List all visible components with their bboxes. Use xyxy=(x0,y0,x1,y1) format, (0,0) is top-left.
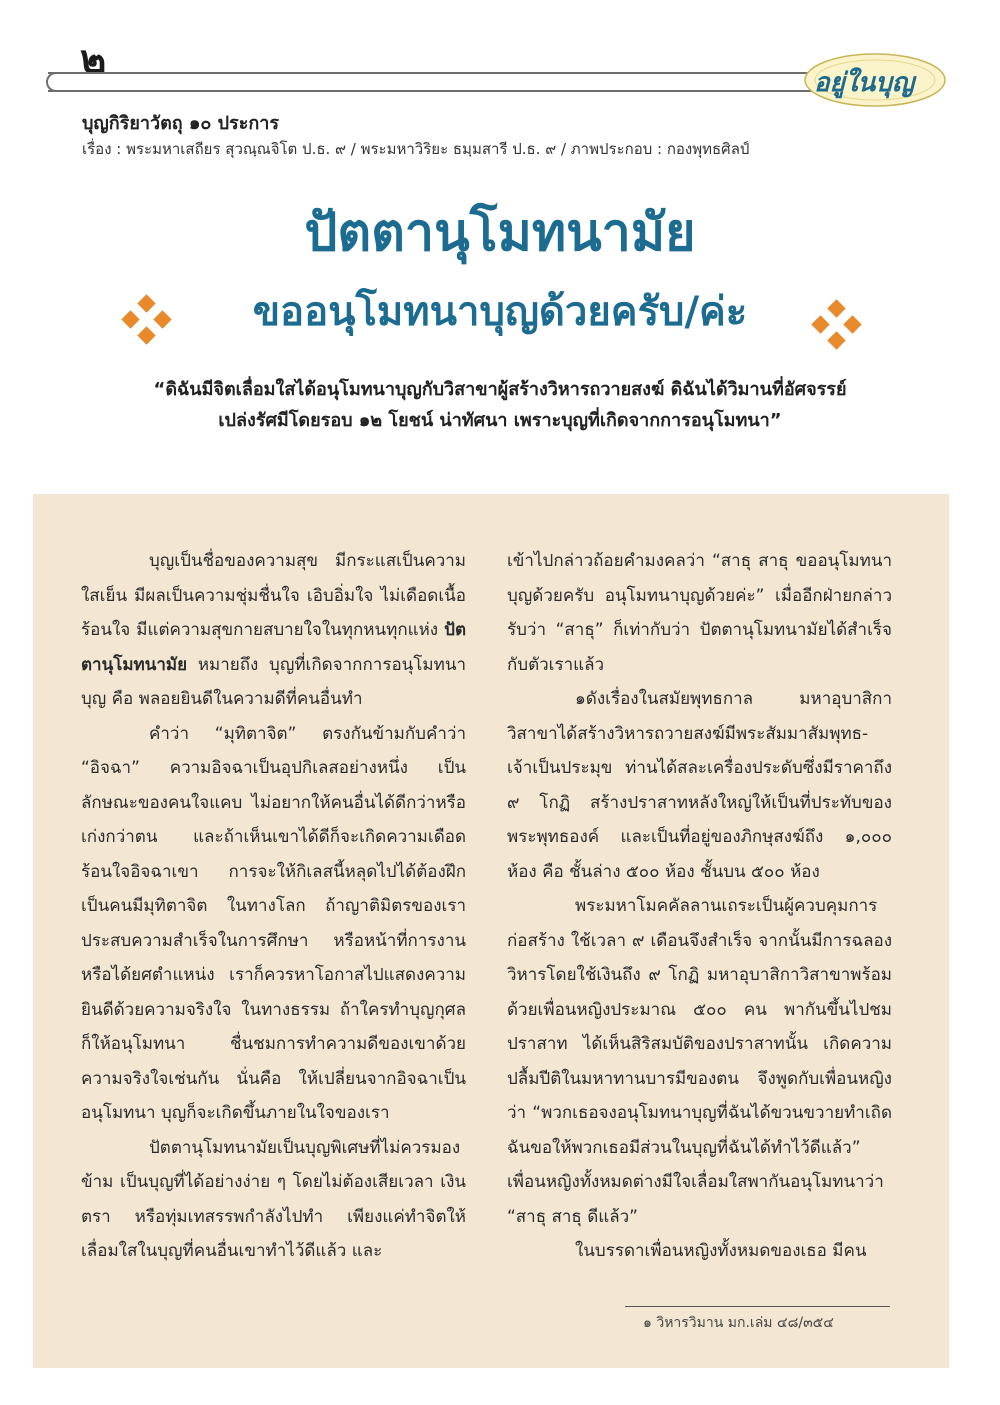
paragraph-text: หมายถึง บุญที่เกิดจากการอนุโมทนาบุญ คือ พลอยยินดีในความดีที่คนอื่นทำ xyxy=(81,654,466,709)
pull-quote-line: “ดิฉันมีจิตเลื่อมใสได้อนุโมทนาบุญกับวิสาขาผู้สร้างวิหารถวายสงฆ์ ดิฉันได้วิมานที่อัศจรรย์ xyxy=(153,379,847,400)
paragraph: พระมหาโมคคัลลานเถระเป็นผู้ควบคุมการก่อสร้าง ใช้เวลา ๙ เดือนจึงสำเร็จ จากนั้นมีการฉลองวิหารโดยใช้เงินถึง ๙ โกฏิ มหาอุบาสิกาวิสาขาพร้อมด้วยเพื่อนหญิงประมาณ ๕๐๐ คน พากันขึ้นไปชมปราสาท ได้เห็นสิริสมบัติของปราสาทนั้น เกิดความปลื้มปีติในมหาทานบารมีของตน จึงพูดกับเพื่อนหญิงว่า “พวกเธอจงอนุโมทนาบุญที่ฉันได้ขวนขวายทำเถิด ฉันขอให้พวกเธอมีส่วนในบุญที่ฉันได้ทำไว้ดีแล้ว” เพื่อนหญิงทั้งหมดต่างมีใจเลื่อมใสพากันอนุโมทนาว่า “สาธุ สาธุ ดีแล้ว” xyxy=(507,896,892,1227)
paragraph: ๑ดังเรื่องในสมัยพุทธกาล มหาอุบาสิกาวิสาขาได้สร้างวิหารถวายสงฆ์มีพระสัมมาสัมพุทธ-เจ้าเป็นประมุข ท่านได้สละเครื่องประดับซึ่งมีราคาถึง ๙ โกฏิ สร้างปราสาทหลังใหญ่ให้เป็นที่ประทับของพระพุทธองค์ และเป็นที่อยู่ของภิกษุสงฆ์ถึง ๑,๐๐๐ ห้อง คือ ชั้นล่าง ๕๐๐ ห้อง ชั้นบน ๕๐๐ ห้อง xyxy=(507,689,892,882)
footnote-divider xyxy=(625,1306,890,1307)
paragraph: เข้าไปกล่าวถ้อยคำมงคลว่า “สาธุ สาธุ ขออนุโมทนาบุญด้วยครับ อนุโมทนาบุญด้วยค่ะ” เมื่ออีกฝ่ายกล่าวรับว่า “สาธุ” ก็เท่ากับว่า ปัตตานุโมทนามัยได้สำเร็จกับตัวเราแล้ว xyxy=(507,551,892,675)
brand-text: อยู่ในบุญ xyxy=(814,68,914,98)
footnote: ๑ วิหารวิมาน มก.เล่ม ๔๘/๓๕๔ xyxy=(643,1315,834,1331)
pull-quote-line: เปล่งรัศมีโดยรอบ ๑๒ โยชน์ น่าทัศนา เพราะบุญที่เกิดจากการอนุโมทนา” xyxy=(218,409,782,431)
pull-quote xyxy=(90,375,910,436)
right-column xyxy=(507,544,892,1269)
series-title: บุญกิริยาวัตถุ ๑๐ ประการ xyxy=(82,113,280,134)
article-body-panel xyxy=(33,494,949,1368)
article-subtitle: ขออนุโมทนาบุญด้วยครับ/ค่ะ xyxy=(252,289,748,335)
header-rule xyxy=(48,72,838,92)
paragraph-text: บุญเป็นชื่อของความสุข มีกระแสเป็นความใสเย็น มีผลเป็นความชุ่มชื่นใจ เอิบอิ่มใจ ไม่เดือดเนื้อร้อนใจ มีแต่ความสุขกายสบายใจในทุกหนทุกแห่ง xyxy=(81,551,466,640)
paragraph xyxy=(81,544,466,717)
article-title: ปัตตานุโมทนามัย xyxy=(304,203,696,263)
left-column xyxy=(81,544,466,1269)
brand-logo xyxy=(800,50,950,110)
highlighted-term: ปัตตานุโมทนามัย xyxy=(81,620,466,675)
credits-line: เรื่อง : พระมหาเสถียร สุวณฺณจิโต ป.ธ. ๙ / พระมหาวิริยะ ธมฺมสารี ป.ธ. ๙ / ภาพประกอบ : กองพุทธศิลป์ xyxy=(82,140,750,158)
paragraph: คำว่า “มุทิตาจิต” ตรงกันข้ามกับคำว่า “อิจฉา” ความอิจฉาเป็นอุปกิเลสอย่างหนึ่ง เป็นลักษณะของคนใจแคบ ไม่อยากให้คนอื่นได้ดีกว่าหรือเก่งกว่าตน และถ้าเห็นเขาได้ดีก็จะเกิดความเดือดร้อนใจอิจฉาเขา การจะให้กิเลสนี้หลุดไปได้ต้องฝึกเป็นคนมีมุทิตาจิต ในทางโลก ถ้าญาติมิตรของเราประสบความสำเร็จในการศึกษา หรือหน้าที่การงาน หรือได้ยศตำแหน่ง เราก็ควรหาโอกาสไปแสดงความยินดีด้วยความจริงใจ ในทางธรรม ถ้าใครทำบุญกุศลก็ให้อนุโมทนา ชื่นชมการทำความดีของเขาด้วยความจริงใจเช่นกัน นั่นคือ ให้เปลี่ยนจากอิจฉาเป็นอนุโมทนา บุญก็จะเกิดขึ้นภายในใจของเรา xyxy=(81,723,466,1123)
paragraph: ปัตตานุโมทนามัยเป็นบุญพิเศษที่ไม่ควรมองข้าม เป็นบุญที่ได้อย่างง่าย ๆ โดยไม่ต้องเสียเวลา เงินตรา หรือทุ่มเทสรรพกำลังไปทำ เพียงแค่ทำจิตให้เลื่อมใสในบุญที่คนอื่นเขาทำไว้ดีแล้ว และ xyxy=(81,1137,466,1261)
diamond-ornament-icon xyxy=(812,300,862,350)
paragraph: ในบรรดาเพื่อนหญิงทั้งหมดของเธอ มีคน xyxy=(575,1241,867,1261)
page-number: ๒ xyxy=(80,37,107,83)
